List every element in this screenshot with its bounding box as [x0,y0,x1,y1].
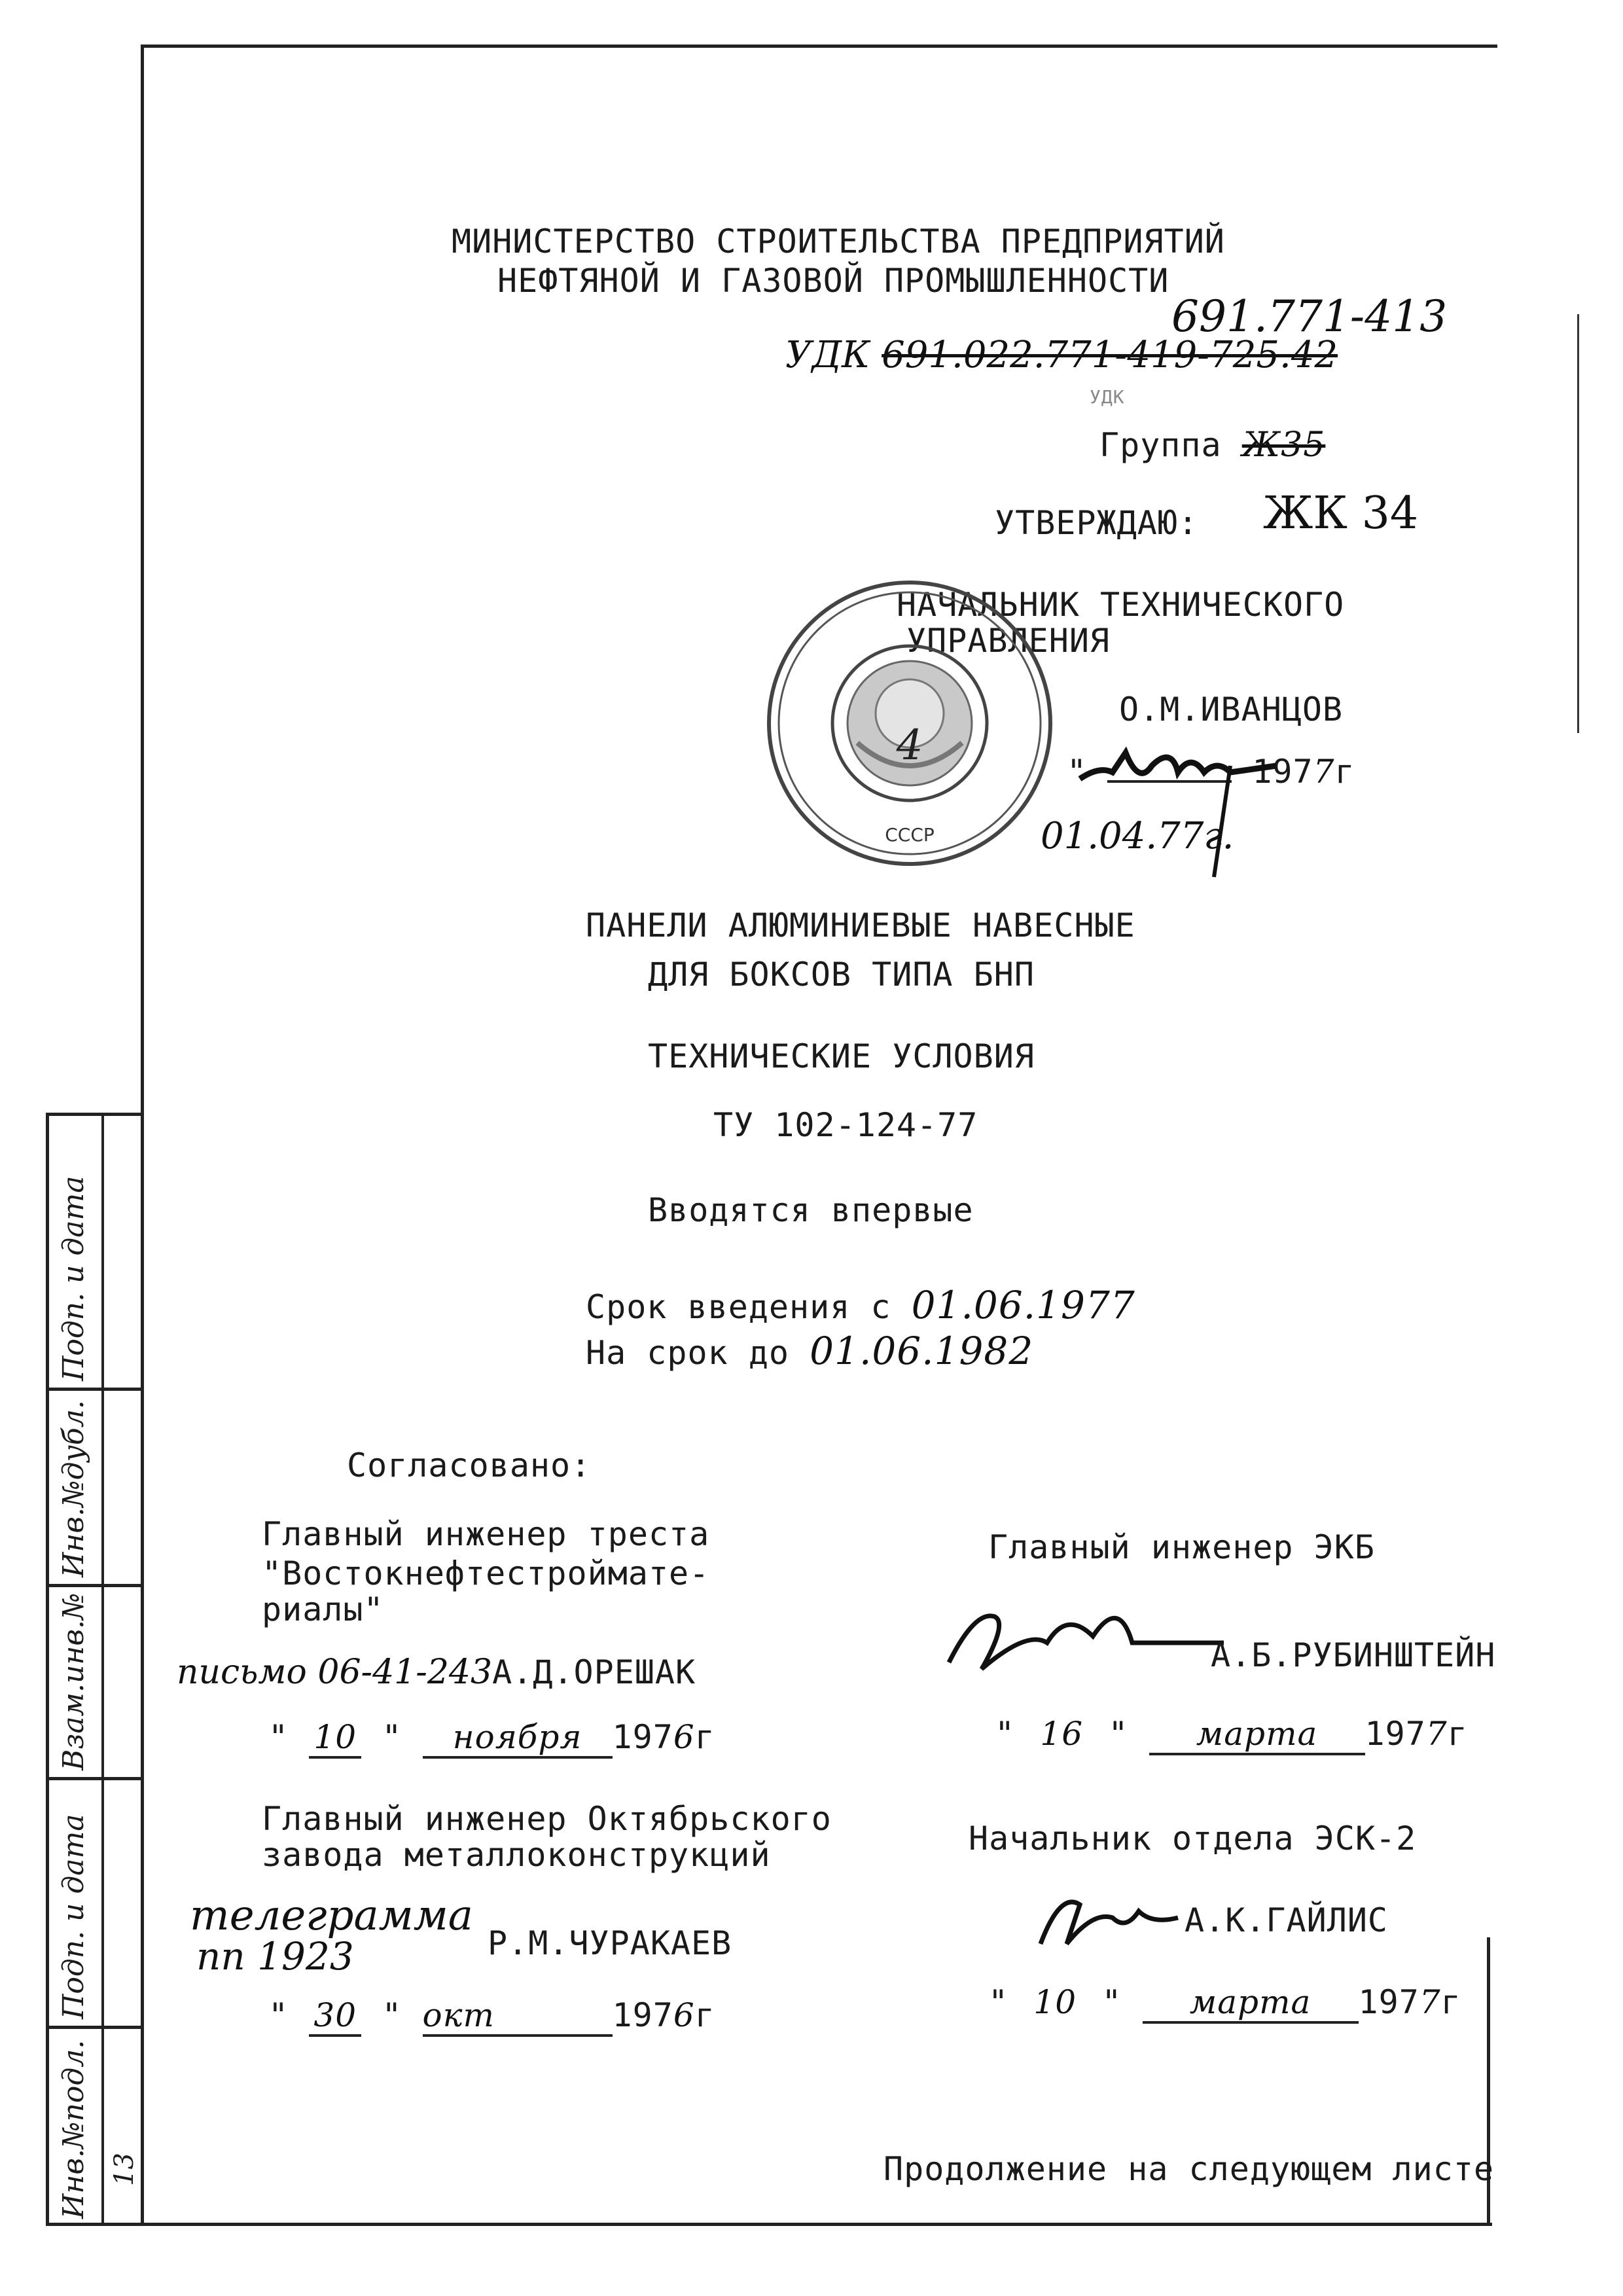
right1-day: 16 [1040,1715,1084,1753]
right1-signature-stroke [949,1616,1224,1669]
ministry-line-2: НЕФТЯНОЙ И ГАЗОВОЙ ПРОМЫШЛЕННОСТИ [497,262,1169,300]
round-seal [759,573,1060,874]
left1-line2: "Востокнефтестройматe- [262,1554,710,1592]
left1-month: ноября [423,1718,613,1759]
group-label: Группа [1099,426,1222,464]
approve-label: УТВЕРЖДАЮ: [995,504,1199,542]
right1-year-prefix: 197 [1364,1715,1426,1753]
side-label-orig-inv: Инв.№подл. [57,2039,90,2219]
left1-year-digit: 6 [673,1718,695,1756]
continued-note: Продолжение на следующем листе [883,2150,1495,2188]
intro-date-value: 01.06.1977 [911,1283,1135,1327]
right2-day: 10 [1033,1983,1077,2021]
side-row-line [49,1777,144,1780]
left2-year-digit: 6 [673,1996,695,2034]
right1-year-digit: 7 [1425,1715,1448,1753]
right2-month: марта [1143,1983,1359,2024]
left2-line1: Главный инженер Октябрьского [262,1800,832,1838]
left1-day: 10 [309,1718,361,1759]
group-struck-code: Ж35 [1241,425,1326,465]
right2-signature [1034,1878,1191,1957]
until-date-value: 01.06.1982 [810,1329,1034,1373]
approver-title-2: УПРАВЛЕНИЯ [906,622,1111,660]
udk-label: УДК [785,334,870,376]
right1-date-line: " 16 " марта 1977г [995,1715,1468,1755]
doc-code: ТУ 102-124-77 [713,1106,978,1144]
left1-date-line: " 10 " ноября 1976г [268,1718,715,1759]
right2-year-digit: 7 [1419,1983,1441,2021]
right1-month: марта [1149,1715,1365,1755]
doc-introduced: Вводятся впервые [648,1191,974,1229]
right2-date-line: " 10 " марта 1977г [988,1983,1461,2024]
left1-line3: риалы" [262,1590,384,1628]
left2-month: окт [423,1996,613,2037]
left1-year-g: г [694,1718,715,1756]
udk-small-stamp: УДК [1090,386,1125,408]
agreed-label: Согласовано: [347,1446,592,1484]
until-date-line [586,1329,1033,1373]
left2-day: 30 [309,1996,361,2037]
udk-line [785,334,1338,376]
seal-day: 4 [896,721,923,770]
left2-hand-note-1: телеграмма [190,1892,473,1940]
intro-date-line [586,1283,1135,1327]
approval-year-g: г [1334,753,1355,791]
page-frame-right-fragment [1577,314,1579,733]
seal-bottom-text: СССР [885,824,935,846]
ministry-line-1: МИНИСТЕРСТВО СТРОИТЕЛЬСТВА ПРЕДПРИЯТИЙ [452,223,1225,260]
side-label-replace-inv: Взам.инв.№ [57,1592,90,1770]
signature-tail [1214,766,1230,877]
approver-name: О.М.ИВАНЦОВ [1119,691,1344,728]
side-row-line [49,2026,144,2029]
group-line [1099,425,1325,465]
side-orig-inv-value: 13 [109,2153,139,2186]
side-row-line [49,1584,144,1587]
side-row-line [49,1113,144,1116]
side-label-sign-date: Подп. и дата [57,1175,90,1381]
right2-name: А.К.ГАЙЛИС [1185,1901,1389,1939]
page-frame-top [143,45,1497,48]
right1-line1: Главный инженер ЭКБ [988,1528,1375,1566]
doc-title-2: ДЛЯ БОКСОВ ТИПА БНП [648,956,1035,994]
doc-title-1: ПАНЕЛИ АЛЮМИНИЕВЫЕ НАВЕСНЫЕ [586,906,1135,944]
udk-struck-code: 691.022.771-419-725.42 [882,334,1338,376]
signature-stroke [1080,753,1276,779]
approval-date-quote: " [1067,753,1088,791]
left1-line1: Главный инженер треста [262,1515,710,1553]
left2-line2: завода металлоконструкций [262,1836,771,1874]
right2-signature-stroke [1041,1902,1178,1944]
page-frame-bottom [46,2223,1492,2226]
approval-date-handwritten: 01.04.77г. [1041,815,1234,857]
side-row-line [49,1388,144,1391]
right2-year-g: г [1440,1983,1461,2021]
right2-year-prefix: 197 [1358,1983,1419,2021]
approver-signature [1073,726,1296,884]
side-label-sign-date-2: Подп. и дата [57,1814,90,2019]
left1-year-prefix: 197 [612,1718,673,1756]
left2-name: Р.М.ЧУРАКАЕВ [488,1924,732,1962]
intro-date-label: Срок введения с [586,1288,891,1326]
left2-year-g: г [694,1996,715,2034]
approval-year-digit: 7 [1313,753,1335,791]
right2-line1: Начальник отдела ЭСК-2 [969,1820,1417,1857]
group-handwritten: ЖК 34 [1263,488,1419,539]
right1-year-g: г [1447,1715,1468,1753]
left1-sign-line [177,1653,696,1692]
left1-name: А.Д.ОРЕШАК [492,1653,696,1691]
approval-year-prefix: 197 [1252,753,1313,791]
left2-hand-note-2: пп 1923 [196,1934,354,1979]
side-label-dup-inv: Инв.№дубл. [57,1400,90,1577]
left1-hand-note: письмо 06-41-243 [177,1653,493,1692]
approver-title-1: НАЧАЛЬНИК ТЕХНИЧЕСКОГО [897,586,1345,624]
left2-date-line: " 30 " окт 1976г [268,1996,715,2037]
side-record-table [46,1113,144,2223]
udk-handwritten: 691.771-413 [1171,291,1448,342]
right1-name: А.Б.РУБИНШТЕЙН [1211,1636,1496,1674]
left2-year-prefix: 197 [612,1996,673,2034]
until-date-label: На срок до [586,1334,790,1372]
doc-subtitle: ТЕХНИЧЕСКИЕ УСЛОВИЯ [648,1037,1035,1075]
